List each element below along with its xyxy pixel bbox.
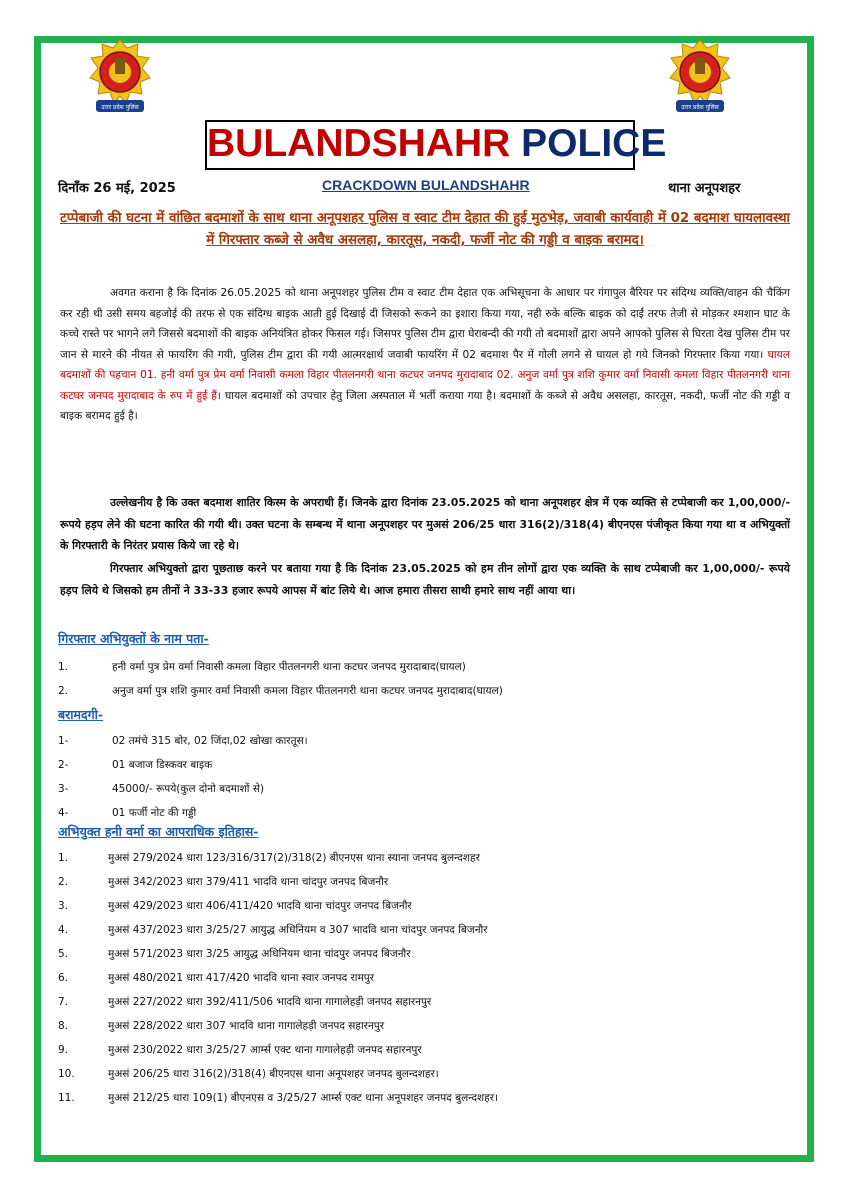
date-line: दिनाँक 26 मई, 2025: [58, 181, 176, 196]
list-item: 3- 45000/- रूपये(कुल दोनो बदमाशों से): [58, 783, 265, 795]
paragraph-3: [60, 558, 790, 601]
arrested-list: [58, 655, 778, 703]
up-police-emblem-left: [82, 36, 158, 120]
list-item: 8. मुअसं 228/2022 धारा 307 भादवि थाना गागालेहड़ी जनपद सहारनपुर: [58, 1020, 385, 1032]
list-item: 4. मुअसं 437/2023 धारा 3/25/27 आयुद्ध अधिनियम व 307 भादवि थाना चांदपुर जनपद बिजनौर: [58, 924, 488, 936]
list-item: 2- 01 बजाज डिस्कवर बाइक: [58, 759, 213, 771]
campaign-title: CRACKDOWN BULANDSHAHR: [322, 177, 530, 193]
paragraph-1-end: घायल बदमाशों को उपचार हेतु जिला अस्पताल में भर्ती कराया गया है। बदमाशों के कब्जे से अवैध असलहा, कारतूस, नकदी, फर्जी नोट की गड्डी व बाइक बरामद हुई है।: [60, 389, 791, 422]
list-item: 5. मुअसं 571/2023 धारा 3/25 आयुद्ध अधिनियम थाना चांदपुर जनपद बिजनौर: [58, 948, 411, 960]
list-item: 7. मुअसं 227/2022 धारा 392/411/506 भादवि थाना गागालेहड़ी जनपद सहारनपुर: [58, 996, 432, 1008]
svg-text:उत्तर प्रदेश पुलिस: उत्तर प्रदेश पुलिस: [101, 104, 139, 111]
recovery-heading: बरामदगी-: [58, 707, 104, 722]
title-bulandshahr: BULANDSHAHR: [207, 122, 511, 165]
list-item: 2. मुअसं 342/2023 धारा 379/411 भादवि थाना चांदपुर जनपद बिजनौर: [58, 876, 389, 888]
list-item: 9. मुअसं 230/2022 धारा 3/25/27 आर्म्स एक्ट थाना गागालेहड़ी जनपद सहारनपुर: [58, 1044, 422, 1056]
paragraph-1: [60, 283, 790, 427]
history-heading: अभियुक्त हनी वर्मा का आपराधिक इतिहास-: [58, 824, 259, 839]
list-item: 1- 02 तमंचे 315 बोर, 02 जिंदा,02 खोखा कारतूस।: [58, 735, 308, 747]
list-item: 4- 01 फर्जी नोट की गड्डी: [58, 807, 197, 819]
paragraph-1-identification: घायल बदमाशों की पहचान 01. हनी वर्मा पुत्र प्रेम वर्मा निवासी कमला विहार पीतलनगरी थाना कटघर जनपद मुरादाबाद 02. अनुज वर्मा पुत्र शशि कुमार वर्मा निवासी कमला विहार पीतलनगरी थाना कटघर जनपद मुरादाबाद के रुप में हुई हैं।: [60, 348, 791, 402]
page-title: [205, 120, 667, 170]
list-item: 1. हनी वर्मा पुत्र प्रेम वर्मा निवासी कमला विहार पीतलनगरी थाना कटघर जनपद मुरादाबाद(घायल): [58, 661, 466, 673]
list-item: 6. मुअसं 480/2021 धारा 417/420 भादवि थाना स्वार जनपद रामपुर: [58, 972, 375, 984]
list-item: 3. मुअसं 429/2023 धारा 406/411/420 भादवि थाना चांदपुर जनपद बिजनौर: [58, 900, 412, 912]
list-item: 1. मुअसं 279/2024 धारा 123/316/317(2)/318(2) बीएनएस थाना स्याना जनपद बुलन्दशहर: [58, 852, 480, 864]
station-name: थाना अनूपशहर: [668, 181, 741, 196]
arrested-heading: गिरफ्तार अभियुक्तों के नाम पता-: [58, 631, 209, 646]
history-list: [58, 846, 778, 1110]
list-item: 11. मुअसं 212/25 धारा 109(1) बीएनएस व 3/25/27 आर्म्स एक्ट थाना अनूपशहर जनपद बुलन्दशहर।: [58, 1092, 499, 1104]
svg-text:उत्तर प्रदेश पुलिस: उत्तर प्रदेश पुलिस: [681, 104, 719, 111]
headline: टप्पेबाजी की घटना में वांछित बदमाशों के साथ थाना अनूपशहर पुलिस व स्वाट टीम देहात की हुई मुठभेड़, जवाबी कार्यवाही में 02 बदमाश घायलावस्था में गिरफ्तार कब्जे से अवैध असलहा, कारतूस, नकदी, फर्जी नोट की गड्डी व बाइक बरामद।: [60, 211, 791, 248]
paragraph-2-text: उल्लेखनीय है कि उक्त बदमाश शातिर किस्म के अपराधी हैं। जिनके द्वारा दिनांक 23.05.2025 को थाना अनूपशहर क्षेत्र में एक व्यक्ति से टप्पेबाजी कर 1,00,000/- रूपये हड़प लेने की घटना कारित की गयी थी। उक्त घटना के सम्बन्ध में थाना अनूपशहर पर मुअसं 206/25 धारा 316(2)/318(4) बीएनएस पंजीकृत किया गया था व अभियुक्तों के गिरफ्तारी के निरंतर प्रयास किये जा रहे थे।: [60, 496, 790, 552]
paragraph-3-text: गिरफ्तार अभियुक्तो द्वारा पूछताछ करने पर बताया गया है कि दिनांक 23.05.2025 को हम तीन लोगों द्वारा एक व्यक्ति के साथ टप्पेबाजी कर 1,00,000/- रूपये हड़प लिये थे जिसको हम तीनों ने 33-33 हजार रूपये आपस में बांट लिये थे। आज हमारा तीसरा साथी हमारे साथ नहीं आया था।: [60, 562, 790, 597]
recovery-list: [58, 729, 778, 825]
up-police-emblem-right: [662, 36, 738, 120]
list-item: 2. अनुज वर्मा पुत्र शशि कुमार वर्मा निवासी कमला विहार पीतलनगरी थाना कटघर जनपद मुरादाबाद(घायल): [58, 685, 503, 697]
list-item: 10. मुअसं 206/25 धारा 316(2)/318(4) बीएनएस थाना अनूपशहर जनपद बुलन्दशहर।: [58, 1068, 439, 1080]
paragraph-1-main: अवगत कराना है कि दिनांक 26.05.2025 को थाना अनूपशहर पुलिस टीम व स्वाट टीम देहात एक अभिसूचना के आधार पर गंगापुल बैरियर पर संदिग्ध व्यक्ति/वाहन की चैकिंग कर रही थी उसी समय बहजोई की तरफ से एक संदिग्ध बाइक आती हुई दिखाई दी जिसको रूकने का इशारा किया गया, नही रुके बल्कि बाइक को दाईं तरफ तेजी से मोड़कर श्मशान घाट के कच्चे रास्ते पर भागने लगे जिससे बदमाशों की बाइक अनियंत्रित होकर फिसल गई। जिसपर पुलिस टीम द्वारा घेराबन्दी की गयी तो बदमाशों द्वारा अपने आपको पुलिस से घिरता देख पुलिस टीम पर जान से मारने की नीयत से फायरिंग की गयी, पुलिस टीम द्वारा की गयी आत्मरक्षार्थ जवाबी फायरिंग में 02 बदमाश पैर में गोली लगने से घायल हो गये जिनको गिरफ्तार किया गया।: [60, 287, 790, 361]
title-police: POLICE: [521, 122, 667, 165]
paragraph-2: [60, 492, 790, 557]
